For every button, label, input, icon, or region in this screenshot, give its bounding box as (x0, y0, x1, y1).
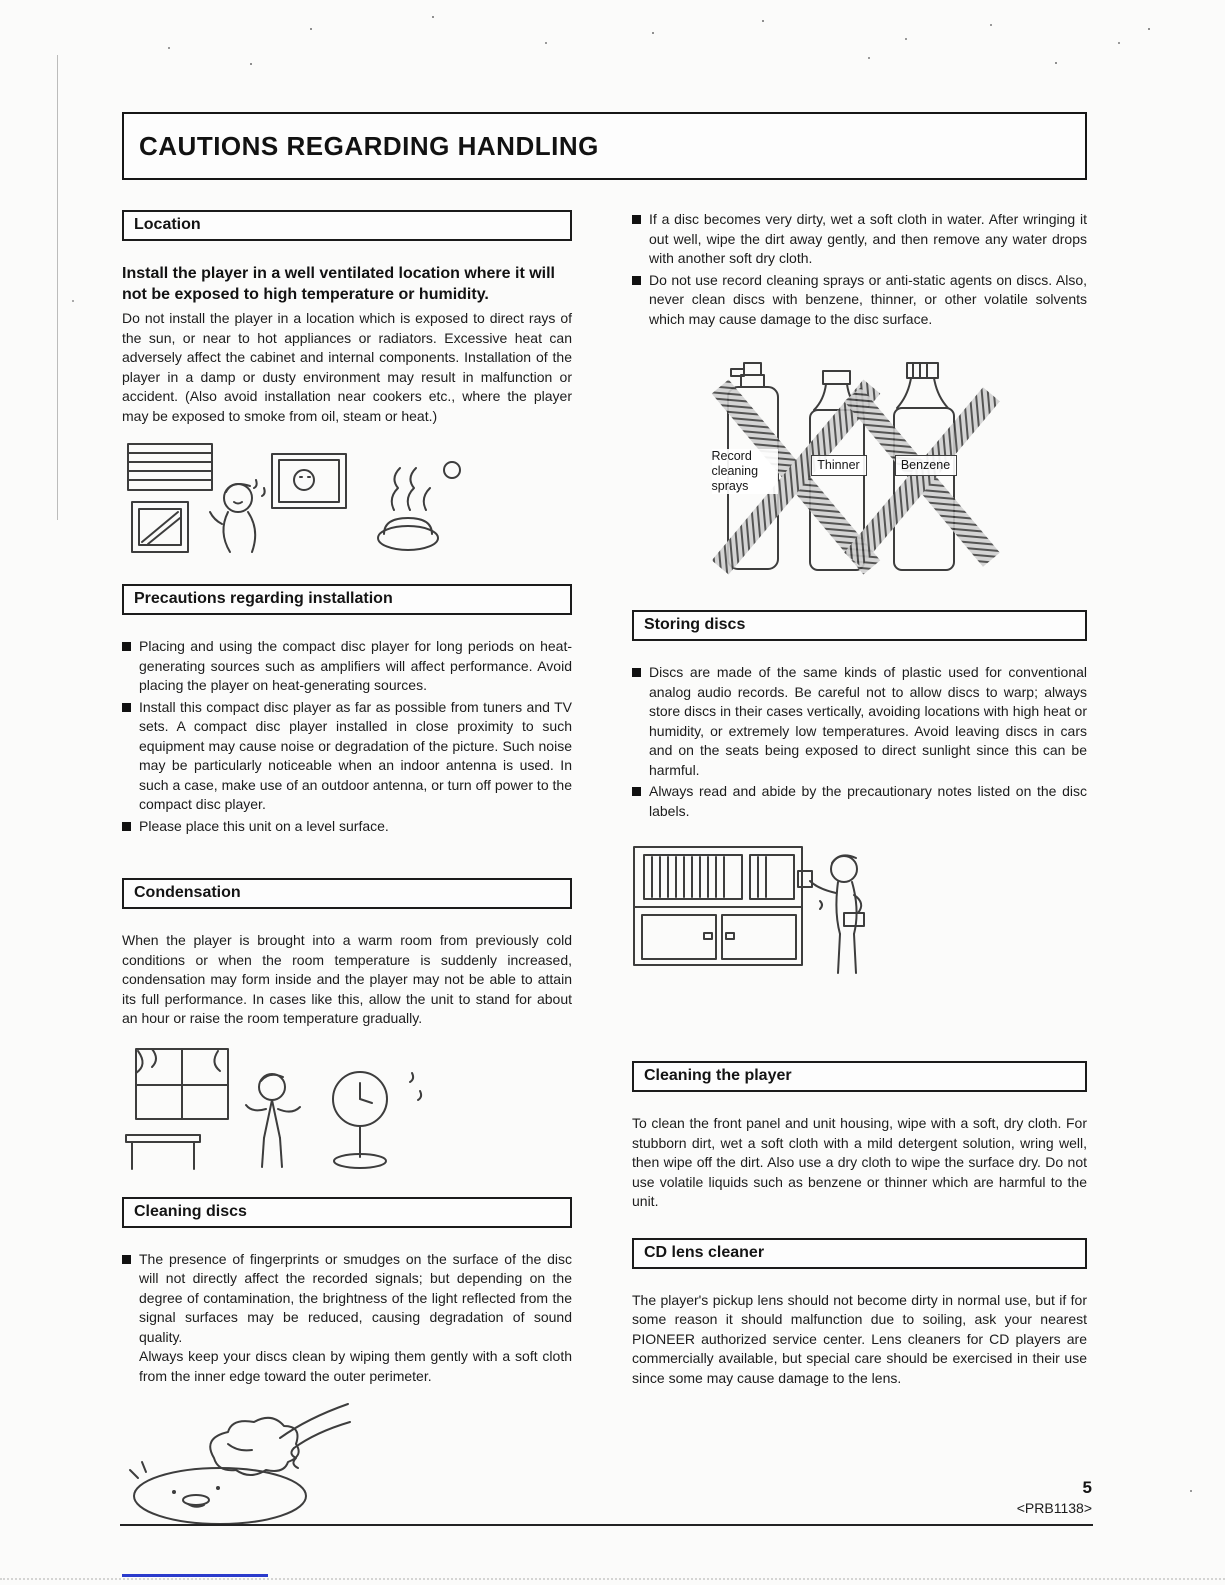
bullet-text: Always keep your discs clean by wiping them gently with a soft cloth from the inner edge toward the outer perimeter. (139, 1348, 572, 1384)
label-record-cleaning-sprays: Record cleaning sprays (712, 449, 778, 494)
page-title: CAUTIONS REGARDING HANDLING (139, 130, 599, 161)
cleaning-disc-illustration (122, 1400, 572, 1532)
label-benzene: Benzene (895, 455, 957, 476)
bullet-item (122, 817, 572, 837)
scan-blue-mark (122, 1574, 268, 1577)
cleaning-player-body: To clean the front panel and unit housing, wipe with a soft, dry cloth. For stubborn dirt, wet a soft cloth with a mild detergent solution, wring well, then wipe off the dirt. Also use a dry cloth to wipe the surface dry. Do not use volatile liquids such as benzene or thinner which are harmful to the unit. (632, 1115, 1087, 1209)
location-lead: Install the player in a well ventilated location where it will not be exposed to high temperature or humidity. (122, 265, 555, 303)
square-bullet-icon (632, 668, 641, 677)
page-number: 5 (1082, 1478, 1092, 1497)
hot-pot-steam-drawing (378, 462, 460, 550)
tv-set-drawing (272, 454, 346, 508)
bullet-text: Install this compact disc player as far as possible from tuners and TV sets. A compact disc player installed in close proximity to such equipment may cause noise or degradation of the picture. Such noise may be particularly noticeable when an indoor antenna is used. In such a case, make use of an outdoor antenna, or turn off power to the compact disc player. (139, 698, 572, 812)
bullet-text: Do not use record cleaning sprays or anti-static agents on discs. Also, never clean discs with benzene, thinner, or other volatile solvents which may cause damage to the disc surface. (649, 271, 1087, 327)
section-heading-label: Cleaning discs (134, 1202, 247, 1220)
section-heading-precautions (122, 584, 572, 615)
section-heading-label: Location (134, 216, 201, 233)
clock-stand-drawing (333, 1072, 387, 1168)
footer-rule (120, 1524, 1093, 1526)
speaker-cabinet-drawing (132, 502, 188, 552)
storing-discs-illustration (632, 835, 1087, 977)
section-heading-label: Condensation (134, 884, 241, 901)
scan-edge-artifact (57, 55, 58, 520)
cloth-drawing (210, 1418, 298, 1475)
man-drawing (246, 1074, 300, 1167)
section-heading-cleaning-discs (122, 1197, 572, 1228)
square-bullet-icon (122, 703, 131, 712)
scan-noise (0, 0, 2, 2)
bullet-item (632, 782, 1087, 821)
section-heading-cd-lens-cleaner (632, 1238, 1087, 1269)
bullet-text: Please place this unit on a level surface. (139, 817, 389, 834)
bullet-item (632, 663, 1087, 780)
square-bullet-icon (632, 215, 641, 224)
left-column (122, 210, 572, 1542)
window-blinds-drawing (128, 444, 212, 490)
document-code: <PRB1138> (1016, 1500, 1092, 1516)
scan-bottom-edge (0, 1578, 1225, 1580)
page-footer (1017, 1478, 1092, 1516)
square-bullet-icon (122, 1255, 131, 1264)
bullet-item (122, 1250, 572, 1387)
section-heading-label: Cleaning the player (644, 1067, 792, 1084)
bullet-item (632, 210, 1087, 269)
bullet-text: If a disc becomes very dirty, wet a soft cloth in water. After wringing it out well, wipe the dirt away gently, and then remove any water drops with another soft dry cloth. (649, 211, 1087, 266)
section-heading-location (122, 210, 572, 241)
bullet-text: Discs are made of the same kinds of plastic used for conventional analog audio records. Be careful not to allow discs to warp; always store discs in their cases vertically, avoiding locations with high heat or humidity, or extremely low temperatures. Avoid leaving discs in cars and on the seats being exposed to direct sunlight since this can be harmful. (649, 664, 1087, 778)
disc-cabinet-drawing (634, 847, 802, 965)
section-heading-storing-discs (632, 610, 1087, 641)
hand-arm-drawing (280, 1404, 350, 1468)
cd-lens-cleaner-body: The player's pickup lens should not become dirty in normal use, but if for some reason it should malfunction due to soiling, ask your nearest PIONEER authorized service center. Lens cleaners for CD players are commercially available, but special care should be exercised in their use since some may cause damage to the lens. (632, 1291, 1087, 1386)
section-heading-label: CD lens cleaner (644, 1243, 765, 1261)
bullet-text: Placing and using the compact disc player for long periods on heat-generating sources such as amplifiers will affect performance. Avoid placing the player on heat-generating sources. (139, 638, 572, 693)
square-bullet-icon (632, 276, 641, 285)
section-heading-label: Storing discs (644, 616, 746, 633)
droplets-drawing (410, 1073, 421, 1100)
page-content (122, 112, 1087, 1542)
man-holding-disc-drawing (798, 855, 864, 973)
square-bullet-icon (122, 642, 131, 651)
section-heading-label: Precautions regarding installation (134, 590, 393, 607)
right-column (632, 210, 1087, 1542)
condensation-illustration (122, 1043, 572, 1171)
table-drawing (126, 1135, 200, 1169)
label-thinner: Thinner (811, 455, 867, 476)
location-body: Do not install the player in a location which is exposed to direct rays of the sun, or near to hot appliances or radiators. Excessive heat can adversely affect the cabinet and internal components. Installation of the player in a damp or dusty environment may result in malfunction or accident. (Also avoid installation near cookers etc., where the player may be exposed to smoke from oil, steam or heat.) (122, 310, 572, 424)
prohibited-solvents-illustration (710, 355, 1010, 592)
prohibited-cross-icon (844, 387, 1000, 567)
bullet-text: The presence of fingerprints or smudges on the surface of the disc will not directly affect the recorded signals; but depending on the degree of contamination, the brightness of the light reflected from the signal surfaces may be reduced, causing degradation of sound quality. (139, 1250, 572, 1345)
section-heading-cleaning-player (632, 1061, 1087, 1092)
square-bullet-icon (632, 787, 641, 796)
bullet-item (632, 271, 1087, 330)
sweating-man-drawing (210, 480, 265, 552)
bullet-item (122, 637, 572, 696)
square-bullet-icon (122, 822, 131, 831)
window-plants-drawing (136, 1049, 228, 1119)
title-box (122, 112, 1087, 180)
bullet-text: Always read and abide by the precautionary notes listed on the disc labels. (649, 783, 1087, 819)
location-illustration (122, 440, 572, 558)
section-heading-condensation (122, 878, 572, 909)
condensation-body: When the player is brought into a warm room from previously cold conditions or when the room temperature is suddenly increased, condensation may form inside and the player may not be able to attain its full performance. In cases like this, allow the unit to stand for about an hour or raise the room temperature gradually. (122, 932, 572, 1026)
bullet-item (122, 698, 572, 815)
